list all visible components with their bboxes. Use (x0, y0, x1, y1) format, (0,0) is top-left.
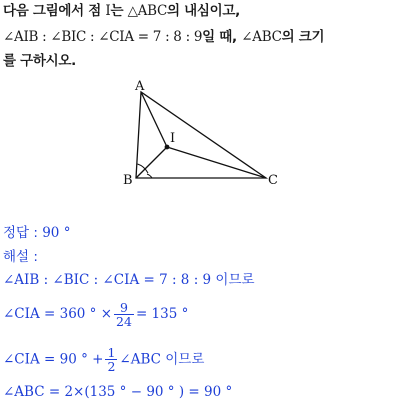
problem-line-1 (3, 2, 240, 20)
solution-step-2 (3, 301, 188, 328)
angle-label: ∠ABC (241, 29, 282, 45)
vertex-label-b: B (123, 173, 133, 188)
solution-label: 해설 : (3, 249, 38, 265)
triangle-outline (136, 92, 266, 178)
problem-text: 다음 그림에서 점 (3, 3, 106, 19)
problem-text: 를 구하시오. (3, 53, 76, 69)
fraction-1-2 (105, 346, 117, 373)
bisector-bi (136, 147, 167, 178)
incenter-point (165, 145, 170, 150)
fraction-denominator: 24 (116, 314, 132, 329)
angle-ratio: ∠AIB : ∠BIC : ∠CIA = 7 : 8 : 9 (3, 29, 203, 45)
fraction-9-24 (114, 301, 134, 328)
point-label: I (105, 3, 111, 19)
solution-step-3 (3, 346, 204, 373)
step-3-lhs: ∠CIA = 90 ° + (3, 351, 104, 368)
answer-value: 90 ° (42, 225, 71, 241)
problem-text: 의 내심이고, (167, 3, 240, 19)
vertex-label-i: I (170, 131, 176, 146)
solution-step-1 (3, 271, 255, 289)
bisector-ci (167, 147, 266, 178)
fraction-numerator: 9 (114, 301, 134, 315)
answer-label: 정답 : (3, 225, 43, 241)
step-3-suffix: 이므로 (160, 351, 205, 368)
problem-line-2 (3, 28, 324, 46)
vertex-label-c: C (268, 173, 278, 188)
step-1-ratio: ∠AIB : ∠BIC : ∠CIA = 7 : 8 : 9 (3, 272, 212, 288)
fraction-numerator: 1 (107, 345, 116, 360)
fraction-denominator: 2 (107, 359, 116, 374)
problem-line-3 (3, 52, 76, 70)
step-2-lhs: ∠CIA = 360 ° × (3, 306, 113, 322)
step-2-rhs: = 135 ° (135, 306, 189, 322)
triangle-label: △ABC (127, 3, 168, 19)
vertex-label-a: A (135, 80, 145, 94)
triangle-figure (0, 80, 400, 190)
problem-text: 의 크기 (281, 29, 325, 45)
answer-line (3, 224, 70, 242)
step-3-rhs: ∠ABC (119, 351, 161, 368)
step-1-suffix: 이므로 (211, 272, 255, 288)
problem-text: 일 때, (202, 29, 242, 45)
problem-text: 는 (110, 3, 128, 19)
solution-step-4: ∠ABC = 2×(135 ° − 90 ° ) = 90 ° (3, 384, 233, 400)
